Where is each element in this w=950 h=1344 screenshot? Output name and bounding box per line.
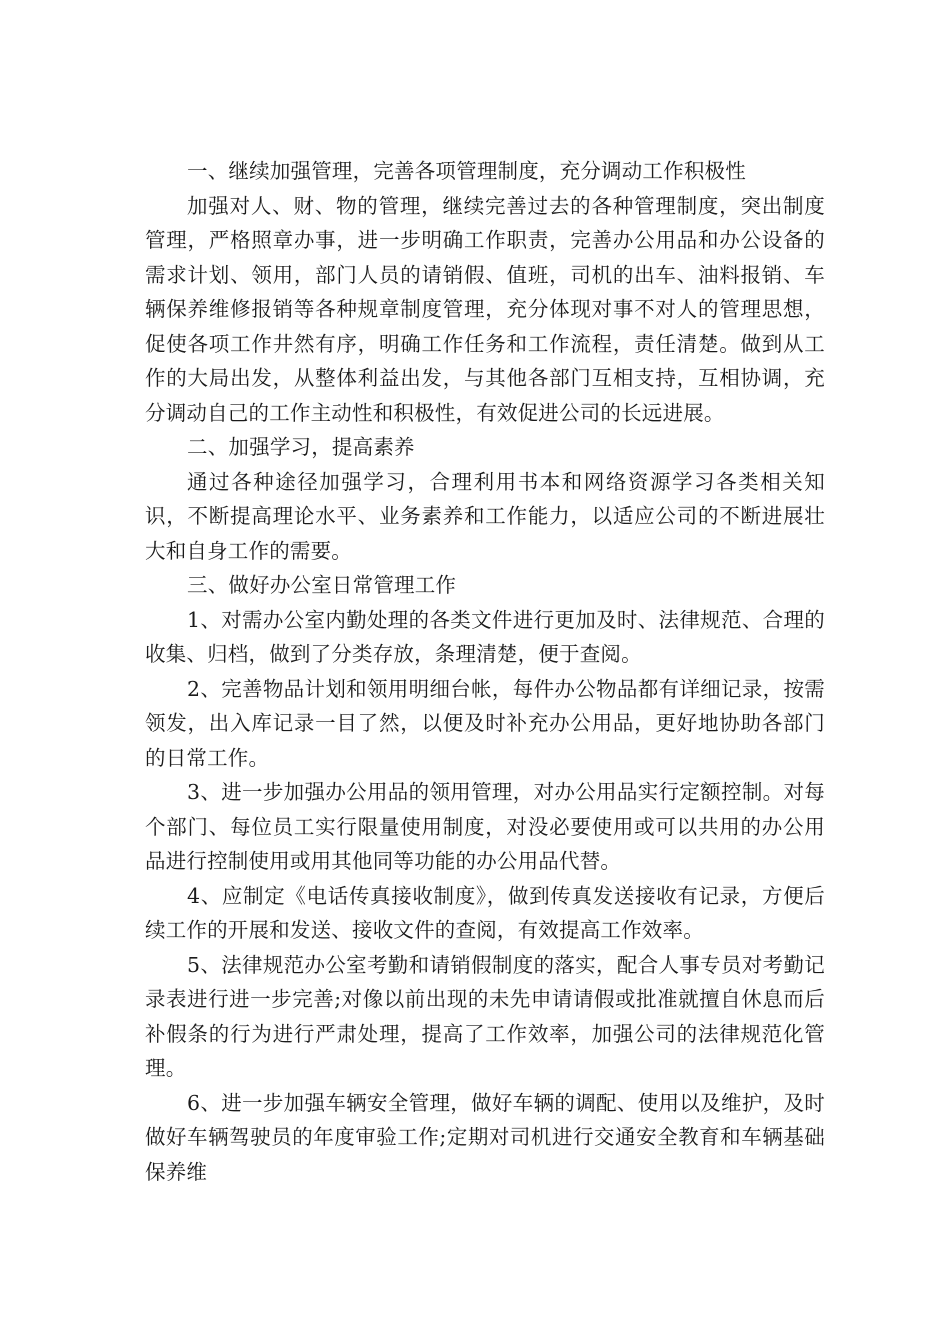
paragraph-learning: 通过各种途径加强学习，合理利用书本和网络资源学习各类相关知识，不断提高理论水平、业务素养和工作能力，以适应公司的不断进展壮大和自身工作的需要。 [145,469,825,563]
section-heading-1: 一、继续加强管理，完善各项管理制度，充分调动工作积极性 [187,159,746,183]
list-item-3: 3、进一步加强办公用品的领用管理，对办公用品实行定额控制。对每个部门、每位员工实行限量使用制度，对没必要使用或可以共用的办公用品进行控制使用或用其他同等功能的办公用品代替。 [145,780,825,873]
paragraph-management: 加强对人、财、物的管理，继续完善过去的各种管理制度，突出制度管理，严格照章办事，进一步明确工作职责，完善办公用品和办公设备的需求计划、领用，部门人员的请销假、值班，司机的出车、油料报销、车辆保养维修报销等各种规章制度管理，充分体现对事不对人的管理思想，促使各项工作井然有序，明确工作任务和工作流程，责任清楚。做到从工作的大局出发，从整体利益出发，与其他各部门互相支持，互相协调，充分调动自己的工作主动性和积极性，有效促进公司的长远进展。 [145,193,825,425]
section-heading-2: 二、加强学习，提高素养 [187,435,415,459]
list-item-4: 4、应制定《电话传真接收制度》，做到传真发送接收有记录，方便后续工作的开展和发送、接收文件的查阅，有效提高工作效率。 [145,883,825,942]
section-heading-3: 三、做好办公室日常管理工作 [187,573,457,597]
list-item-1: 1、对需办公室内勤处理的各类文件进行更加及时、法律规范、合理的收集、归档，做到了分类存放，条理清楚，便于查阅。 [145,607,825,666]
list-item-2: 2、完善物品计划和领用明细台帐，每件办公物品都有详细记录，按需领发，出入库记录一目了然，以便及时补充办公用品，更好地协助各部门的日常工作。 [145,676,825,770]
list-item-6: 6、进一步加强车辆安全管理，做好车辆的调配、使用以及维护，及时做好车辆驾驶员的年度审验工作;定期对司机进行交通安全教育和车辆基础保养维 [145,1090,825,1184]
list-item-5: 5、法律规范办公室考勤和请销假制度的落实，配合人事专员对考勤记录表进行进一步完善;对像以前出现的未先申请请假或批准就擅自休息而后补假条的行为进行严肃处理，提高了工作效率，加强公司的法律规范化管理。 [145,952,825,1080]
document-body [145,154,825,1189]
